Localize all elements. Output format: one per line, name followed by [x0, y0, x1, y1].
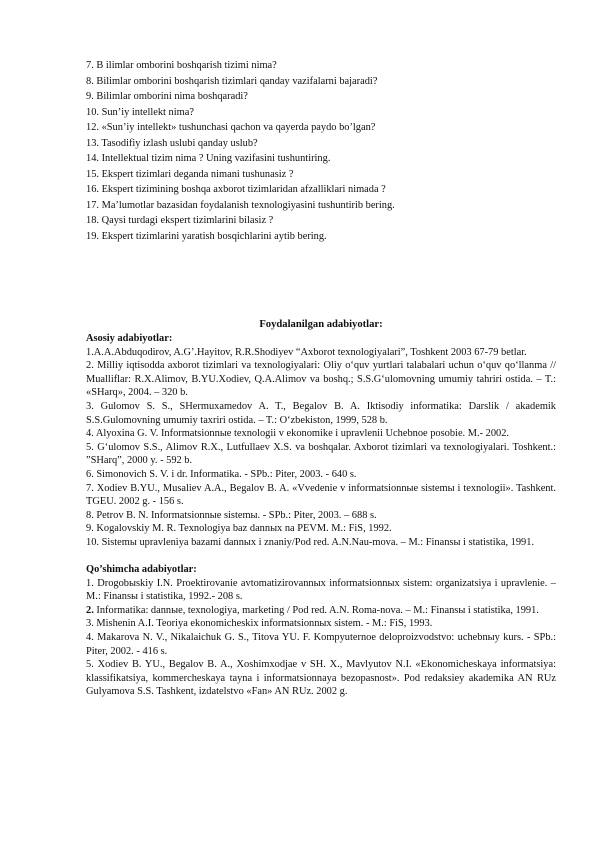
entry-number: 5. [86, 659, 94, 671]
additional-reference-entry [86, 631, 556, 658]
reference-entry: 4. Alyoxina G. V. Informatsionnыe texnologii v ekonomike i upravlenii Uchebnoe posobie. M.- 2002. [86, 428, 510, 440]
reference-entry: 1.A.A.Abduqodirov, A.G’.Hayitov, R.R.Shodiyev “Axborot texnologiyalari”, Toshkent 2003 67-79 betlar. [86, 346, 527, 358]
reference-entry: 2. Milliy iqtisodda axborot tizimlari va texnologiyalari: Oliy o‘quv yurtlari talabalari uchun o‘quv qo‘llanma // Mualliflar: R.X.Alimov, B.YU.Xodiev, Q.A.Alimov va boshq.; S.S.G‘ulomovning umumiy tahriri ostida. – T.: «SHarq», 2004. – 320 b. [86, 360, 556, 399]
question-item: 10. Sun’iy intellekt nima? [86, 106, 194, 118]
question-item: 14. Intellektual tizim nima ? Uning vazifasini tushuntiring. [86, 153, 331, 164]
reference-entry: 5. G‘ulomov S.S., Alimov R.X., Lutfullaev X.S. va boshqalar. Axborot tizimlari va texnologiyalari. Toshkent.: ”SHarq”, 2000 y. - 592 b. [86, 441, 556, 467]
main-references-heading: Asosiy adabiyotlar: [86, 333, 173, 344]
additional-reference-entry [86, 604, 556, 618]
entry-text: Mishenin A.I. Teoriya ekonomicheskix informatsionnыx sistem. - M.: FiS, 1993. [93, 618, 433, 630]
references-section [86, 332, 556, 699]
additional-reference-entry [86, 617, 556, 631]
entry-number: 4. [86, 632, 94, 644]
reference-entry: 3. Gulomov S. S., SHermuxamedov A. T., Begalov B. A. Iktisodiy informatika: Darslik / akademik S.S.Gulomovning umumiy taxriri ostida. – T.: O‘zbekiston, 1999, 528 b. [86, 400, 556, 426]
questions-section [86, 58, 556, 244]
additional-reference-entry [86, 658, 556, 699]
entry-text: Drogobыskiy I.N. Proektirovanie avtomatizirovannыx informatsionnыx sistem: organizatsiya i upravlenie. – M.: Finansы i statistika, 1992.- 208 s. [86, 577, 556, 603]
question-item: 19. Ekspert tizimlarini yaratish bosqichlarini aytib bering. [86, 230, 327, 242]
question-item: 18. Qaysi turdagi ekspert tizimlarini bilasiz ? [86, 215, 274, 226]
references-title: Foydalanilgan adabiyotlar: [259, 319, 383, 330]
question-item: 16. Ekspert tizimining boshqa axborot tizimlaridan afzalliklari nimada ? [86, 184, 386, 195]
entry-number: 1. [86, 577, 94, 589]
reference-entry: 9. Kogalovskiy M. R. Texnologiya baz dannыx na PEVM. M.: FiS, 1992. [86, 523, 392, 535]
question-item: 15. Ekspert tizimlari deganda nimani tushunasiz ? [86, 168, 294, 180]
entry-text: Makarova N. V., Nikalaichuk G. S., Titova YU. F. Kompyuternoe deloproizvodstvo: uchebnыy kurs. - SPb.: Piter, 2002. - 416 s. [86, 632, 556, 657]
entry-number: 3. [86, 618, 94, 630]
reference-entry: 6. Simonovich S. V. i dr. Informatika. - SPb.: Piter, 2003. - 640 s. [86, 468, 357, 480]
additional-reference-entry [86, 577, 556, 604]
reference-entry: 10. Sistemы upravleniya bazami dannыx i znaniy/Pod red. A.N.Nau-mova. – M.: Finansы i statistika, 1991. [86, 536, 535, 548]
question-item: 7. B ilimlar omborini boshqarish tizimi nima? [86, 60, 277, 71]
entry-text: Informatika: dannыe, texnologiya, marketing / Pod red. A.N. Roma-nova. – M.: Finansы i statistika, 1991. [93, 604, 539, 616]
reference-entry: 8. Petrov B. N. Informatsionnыe sistemы. - SPb.: Piter, 2003. – 688 s. [86, 509, 377, 521]
question-item: 8. Bilimlar omborini boshqarish tizimlari qanday vazifalarni bajaradi? [86, 75, 378, 87]
question-item: 17. Ma’lumotlar bazasidan foydalanish texnologiyasini tushuntirib bering. [86, 199, 395, 211]
entry-text: Xodiev B. YU., Begalov B. A., Xoshimxodjae v SH. X., Mavlyutov N.I. «Ekonomicheskaya informatsiya: klassifikatsiya, kommercheskaya tayna i informatsionnaya bezopasnost». Pod redaksiey akademika AN RUz Gulyamova S.S. Tashkent, izdatelstvo «Fan» AN RUz. 2002 g. [86, 659, 556, 698]
question-item: 13. Tasodifiy izlash uslubi qanday uslub? [86, 137, 258, 149]
question-list [86, 58, 556, 244]
question-item: 12. «Sun’iy intellekt» tushunchasi qachon va qayerda paydo bo’lgan? [86, 122, 376, 133]
additional-references-heading: Qo’shimcha adabiyotlar: [86, 564, 197, 576]
entry-number: 2. [86, 604, 94, 616]
question-item: 9. Bilimlar omborini nima boshqaradi? [86, 91, 248, 102]
reference-entry: 7. Xodiev B.YU., Musaliev A.A., Begalov B. A. «Vvedenie v informatsionnыe sistemы i texnologii». Tashkent. TGEU. 2002 g. - 156 s. [86, 482, 556, 508]
